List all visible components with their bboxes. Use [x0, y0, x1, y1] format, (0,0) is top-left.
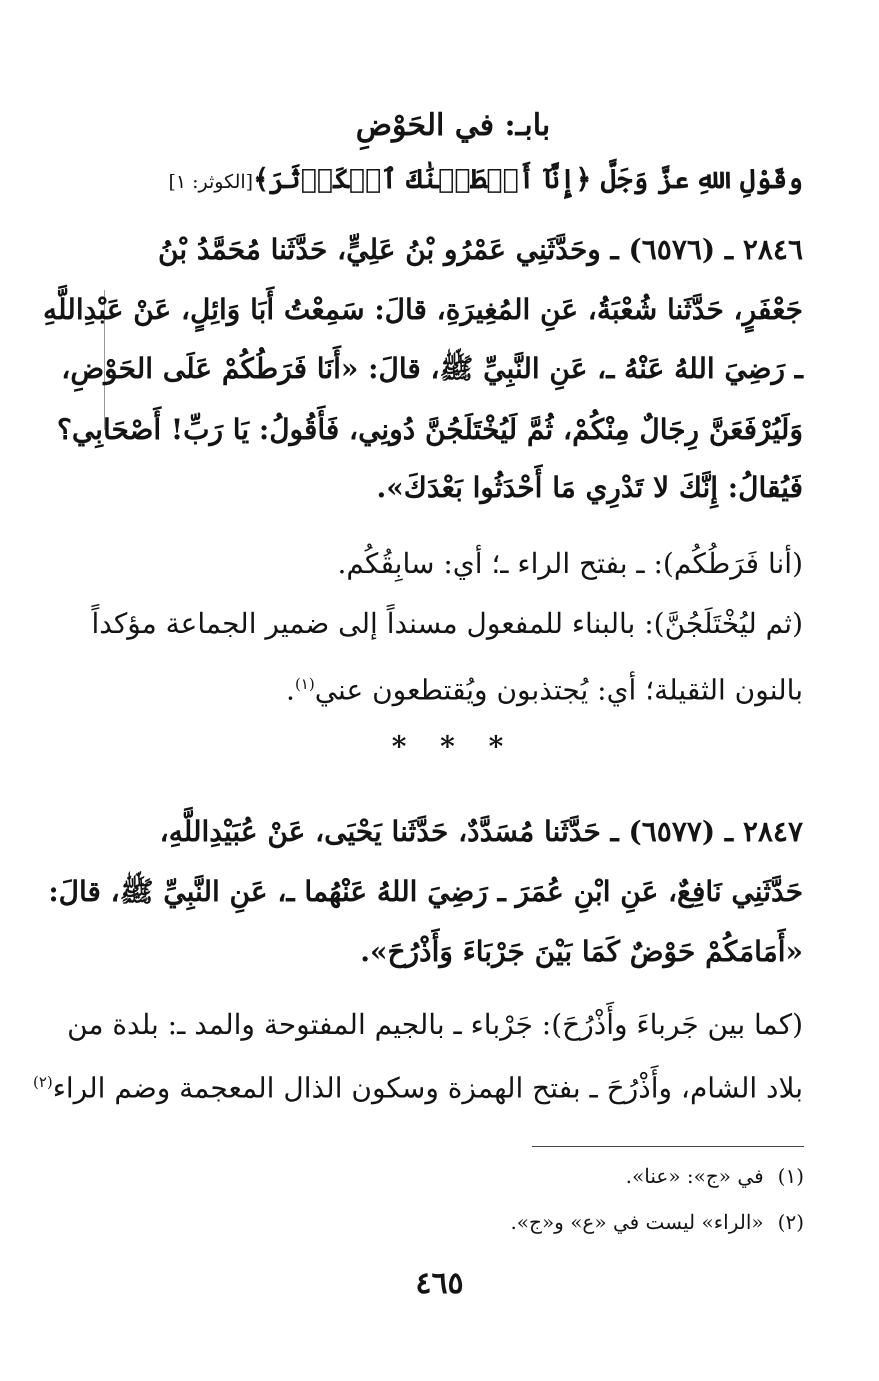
commentary-1-line-1: (أنا فَرَطُكُم): ـ بفتح الراء ـ؛ أي: سابِقُكُم. [337, 547, 803, 580]
subtitle-text: وقَوْلِ اللهِ عزَّ وَجَلَّ ﴿إِنَّآ أَعۡطَيۡنَٰكَ ٱلۡكَوۡثَرَ﴾ [253, 164, 803, 195]
commentary-1-line-3-text: بالنون الثقيلة؛ أي: يُجتذبون ويُقتطعون عني [314, 673, 803, 707]
commentary-2-line-1: (كما بين جَرباءَ وأَذْرُحَ): جَرْباء ـ بالجيم المفتوحة والمد ـ: بلدة من [67, 1008, 803, 1041]
hadith-2846-line-5: فَيُقالُ: إِنَّكَ لا تَدْرِي مَا أَحْدَثُوا بَعْدَكَ». [376, 471, 803, 504]
footnote-divider [532, 1146, 804, 1147]
quran-reference: [الكوثر: ١] [168, 171, 254, 193]
hadith-2846-line-1: ٢٨٤٦ ـ (٦٥٧٦) ـ وحَدَّثَنِي عَمْرُو بْنُ عَلِيٍّ، حَدَّثَنا مُحَمَّدُ بْنُ [158, 233, 803, 266]
footnote-ref-1: (١) [294, 675, 315, 693]
commentary-1-line-3 [103, 664, 803, 710]
hadith-2847-line-2: حَدَّثَنِي نَافِعٌ، عَنِ ابْنِ عُمَرَ ـ رَضِيَ اللهُ عَنْهُما ـ، عَنِ النَّبِيِّ ﷺ، قالَ: [48, 875, 803, 908]
chapter-subtitle [103, 160, 803, 202]
footnote-2 [103, 1208, 804, 1236]
footnote-2-number: (٢) [777, 1210, 804, 1234]
footnote-1-text: في «ج»: «عنا». [625, 1164, 764, 1188]
hadith-2846-line-4: وَلَيُرْفَعَنَّ رِجَالٌ مِنْكُمْ، ثُمَّ لَيُخْتَلَجُنَّ دُونِي، فَأَقُولُ: يَا رَبِّ! أَصْحَابِي؟ [56, 413, 803, 446]
hadith-2847-line-3: «أَمَامَكُمْ حَوْضٌ كَمَا بَيْنَ جَرْبَاءَ وَأَذْرُحَ». [360, 935, 803, 968]
footnote-1 [103, 1162, 804, 1190]
commentary-1-line-2: (ثم ليُخْتَلَجُنَّ): بالبناء للمفعول مسنداً إلى ضمير الجماعة مؤكداً [91, 607, 803, 640]
hadith-2846-line-2: جَعْفَرٍ، حَدَّثَنا شُعْبَةُ، عَنِ المُغِيرَةِ، قالَ: سَمِعْتُ أَبَا وَائِلٍ، عَنْ عَبْدِاللَّهِ [43, 293, 803, 326]
hadith-2847-line-1: ٢٨٤٧ ـ (٦٥٧٧) ـ حَدَّثَنا مُسَدَّدٌ، حَدَّثَنا يَحْيَى، عَنْ عُبَيْدِاللَّهِ، [159, 815, 803, 848]
hadith-2846-line-3: ـ رَضِيَ اللهُ عَنْهُ ـ، عَنِ النَّبِيِّ ﷺ، قالَ: «أَنَا فَرَطُكُمْ عَلَى الحَوْضِ، [61, 352, 803, 385]
footnote-ref-2: (٢) [32, 1073, 53, 1091]
footnote-2-text: «الراء» ليست في «ع» و«ج». [510, 1210, 764, 1234]
commentary-2-line-2 [32, 1062, 803, 1108]
commentary-1-line-3-end: . [286, 673, 295, 707]
section-separator: * * * [391, 730, 516, 763]
chapter-title: بابـ: في الحَوْضِ [355, 108, 551, 143]
page-number: ٤٦٥ [415, 1266, 464, 1301]
commentary-2-line-2-text: بلاد الشام، وأَذْرُحَ ـ بفتح الهمزة وسكون الذال المعجمة وضم الراء [52, 1071, 803, 1105]
footnote-1-number: (١) [777, 1164, 804, 1188]
